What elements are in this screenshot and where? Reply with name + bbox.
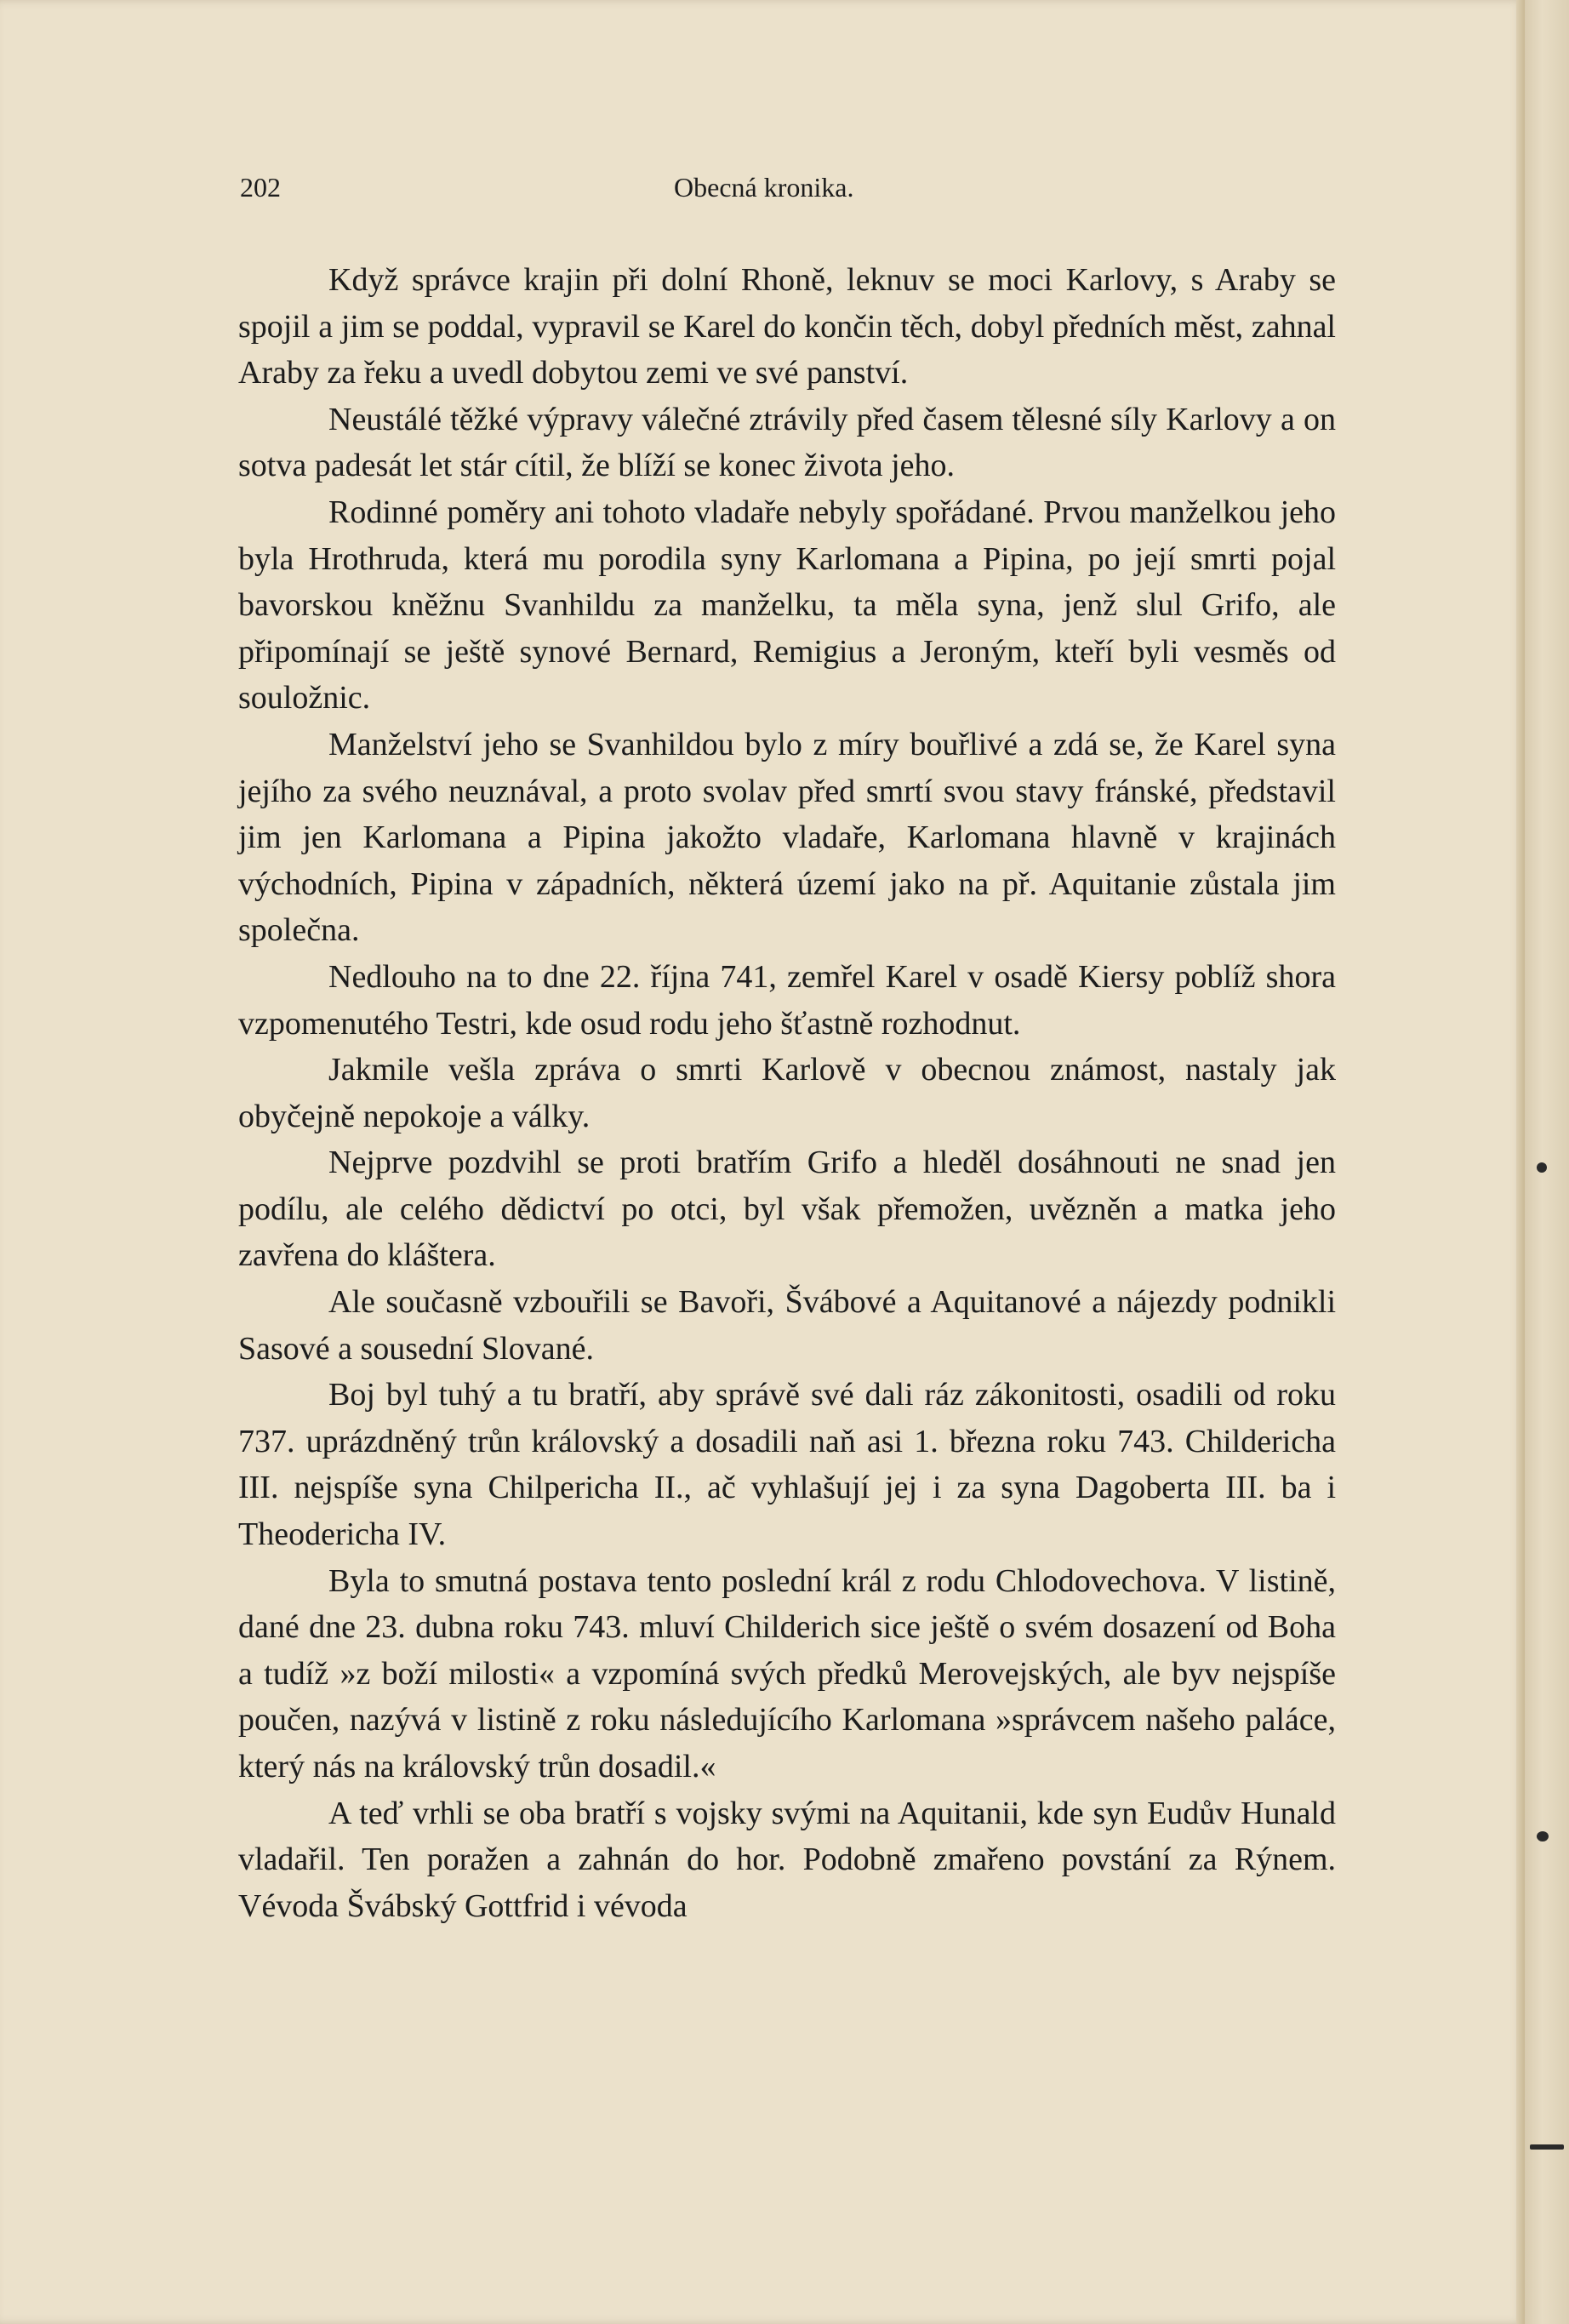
running-title: Obecná kronika. <box>674 172 854 203</box>
paragraph: Boj byl tuhý a tu bratří, aby správě své dali ráz zákonitosti, osadili od roku 737. uprázdněný trůn královský a dosadili naň asi 1. března roku 743. Childericha III. nejspíše syna Chilpericha II., ač vyhlašují jej i za syna Dagoberta III. ba i Theodericha IV. <box>238 1377 1336 1553</box>
page-header <box>240 167 1336 209</box>
paragraph: Když správce krajin při dolní Rhoně, leknuv se moci Karlovy, s Araby se spojil a jim se poddal, vypravil se Karel do končin těch, dobyl předních měst, zahnal Araby za řeku a uvedl dobytou zemi ve své panství. <box>238 262 1336 391</box>
page-body <box>238 257 1336 1929</box>
paragraph: Nedlouho na to dne 22. října 741, zemřel Karel v osadě Kiersy poblíž shora vzpomenutého Testri, kde osud rodu jeho šťastně rozhodnut. <box>238 958 1336 1042</box>
page-edge <box>1516 0 1525 2324</box>
scan-mark <box>1530 2144 1564 2150</box>
paragraph: Rodinné poměry ani tohoto vladaře nebyly spořádané. Prvou manželkou jeho byla Hrothruda, která mu porodila syny Karlomana a Pipina, po její smrti pojal bavorskou kněžnu Svanhildu za manželku, ta měla syna, jenž slul Grifo, ale připomínají se ještě synové Bernard, Remigius a Jeroným, kteří byli vesměs od souložnic. <box>238 494 1336 717</box>
paragraph: Jakmile vešla zpráva o smrti Karlově v obecnou známost, nastaly jak obyčejně nepokoje a války. <box>238 1052 1336 1134</box>
paragraph: Manželství jeho se Svanhildou bylo z míry bouřlivé a zdá se, že Karel syna jejího za svého neuznával, a proto svolav před smrtí svou stavy fránské, představil jim jen Karlomana a Pipina jakožto vladaře, Karlomana hlavně v krajinách východních, Pipina v západních, některá území jako na př. Aquitanie zůstala jim společna. <box>238 726 1336 949</box>
paragraph: A teď vrhli se oba bratří s vojsky svými na Aquitanii, kde syn Eudův Hunald vladařil. Ten poražen a zahnán do hor. Podobně zmařeno povstání za Rýnem. Vévoda Švábský Gottfrid i vévoda <box>238 1795 1336 1924</box>
paragraph: Ale současně vzbouřili se Bavoři, Švábové a Aquitanové a nájezdy podnikli Sasové a sousední Slované. <box>238 1284 1336 1367</box>
paragraph: Neustálé těžké výpravy válečné ztrávily před časem tělesné síly Karlovy a on sotva padesát let stár cítil, že blíží se konec života jeho. <box>238 401 1336 484</box>
book-spine <box>1525 0 1569 2324</box>
page-number: 202 <box>240 172 281 203</box>
scan-mark <box>1537 1162 1547 1173</box>
paragraph: Nejprve pozdvihl se proti bratřím Grifo a hleděl dosáhnouti ne snad jen podílu, ale celého dědictví po otci, byl však přemožen, uvězněn a matka jeho zavřena do kláštera. <box>238 1145 1336 1274</box>
scan-mark <box>1537 1831 1549 1841</box>
paragraph: Byla to smutná postava tento poslední král z rodu Chlodovechova. V listině, dané dne 23. dubna roku 743. mluví Childerich sice ještě o svém dosazení od Boha a tudíž »z boží milosti« a vzpomíná svých předků Merovejských, ale byv nejspíše poučen, nazývá v listině z roku následujícího Karlomana »správcem našeho paláce, který nás na královský trůn dosadil.« <box>238 1562 1336 1784</box>
